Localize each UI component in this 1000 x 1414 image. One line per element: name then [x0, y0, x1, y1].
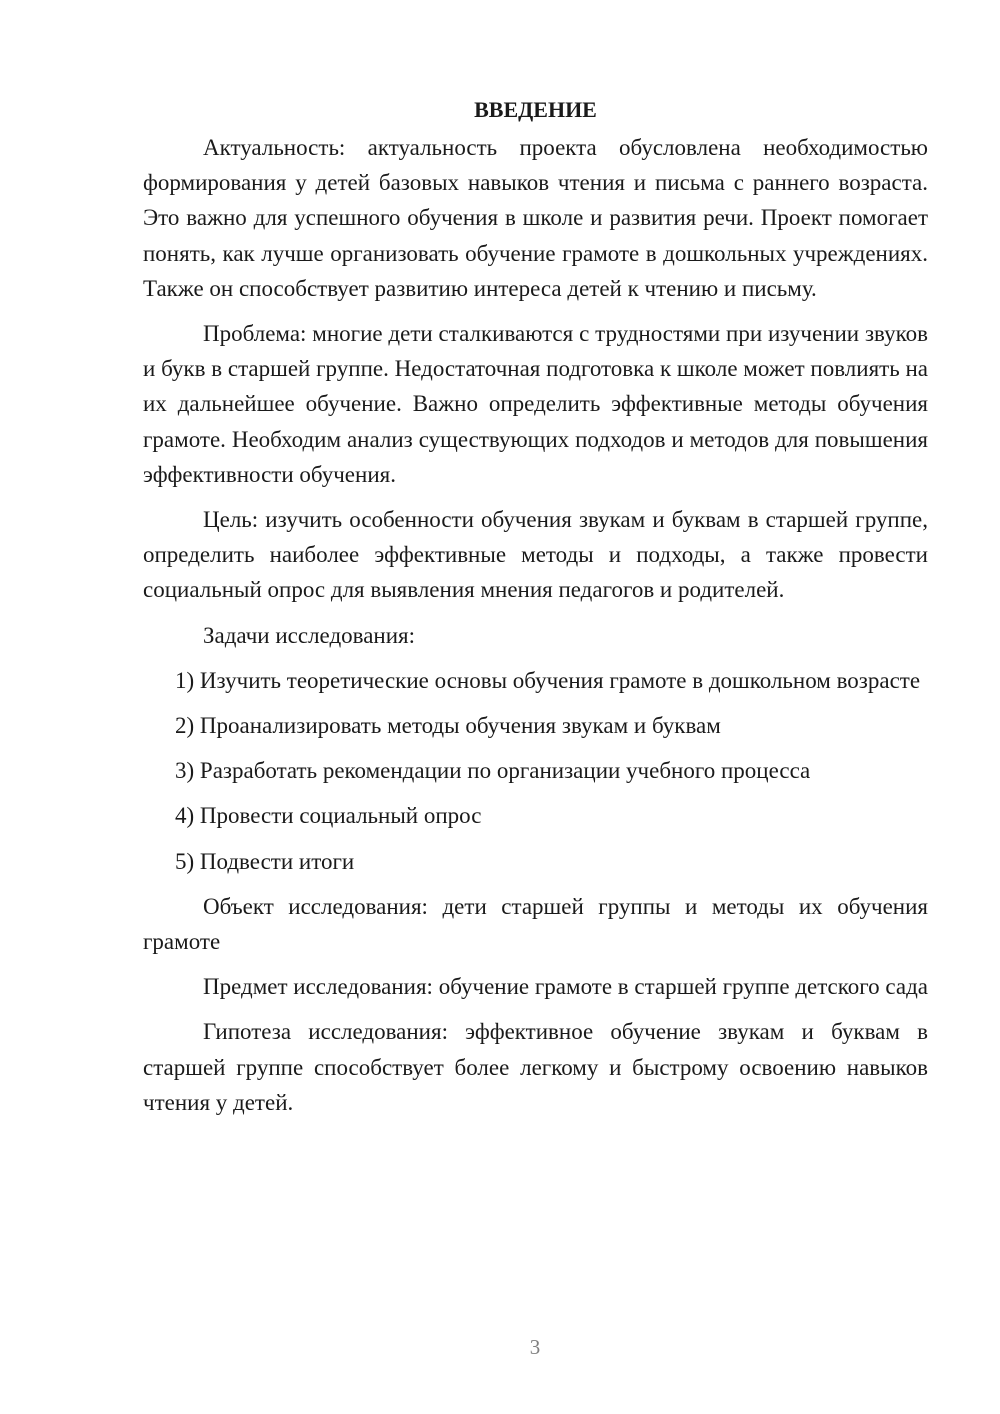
tasks-heading: Задачи исследования:: [203, 622, 416, 648]
paragraph-hypothesis: Гипотеза исследования: эффективное обучение звукам и буквам в старшей группе способствует более легкому и быстрому освоению навыков чтения у детей.: [143, 1019, 928, 1115]
task-item: 3) Разработать рекомендации по организации учебного процесса: [175, 758, 811, 784]
paragraph-subject: Предмет исследования: обучение грамоте в старшей группе детского сада: [203, 974, 928, 1000]
page-number: 3: [529, 1335, 541, 1359]
page-content: [143, 92, 928, 1130]
paragraph-goal: Цель: изучить особенности обучения звукам и буквам в старшей группе, определить наиболее эффективные методы и подходы, а также провести социальный опрос для выявления мнения педагогов и родителей.: [143, 507, 928, 603]
page-title: ВВЕДЕНИЕ: [474, 97, 597, 122]
tasks-list: [143, 663, 928, 879]
paragraph-problem: Проблема: многие дети сталкиваются с трудностями при изучении звуков и букв в старшей группе. Недостаточная подготовка к школе может повлиять на их дальнейшее обучение. Важно определить эффективные методы обучения грамоте. Необходим анализ существующих подходов и методов для повышения эффективности обучения.: [143, 321, 928, 487]
task-item: 4) Провести социальный опрос: [175, 803, 482, 829]
paragraph-object: Объект исследования: дети старшей группы и методы их обучения грамоте: [143, 893, 928, 955]
paragraph-actuality: Актуальность: актуальность проекта обусловлена необходимостью формирования у детей базовых навыков чтения и письма с раннего возраста. Это важно для успешного обучения в школе и развития речи. Проект помогает понять, как лучше организовать обучение грамоте в дошкольных учреждениях. Также он способствует развитию интереса детей к чтению и письму.: [143, 135, 928, 301]
task-item: 2) Проанализировать методы обучения звукам и буквам: [175, 713, 721, 739]
task-item: 1) Изучить теоретические основы обучения грамоте в дошкольном возрасте: [175, 667, 921, 693]
task-item: 5) Подвести итоги: [175, 848, 355, 874]
